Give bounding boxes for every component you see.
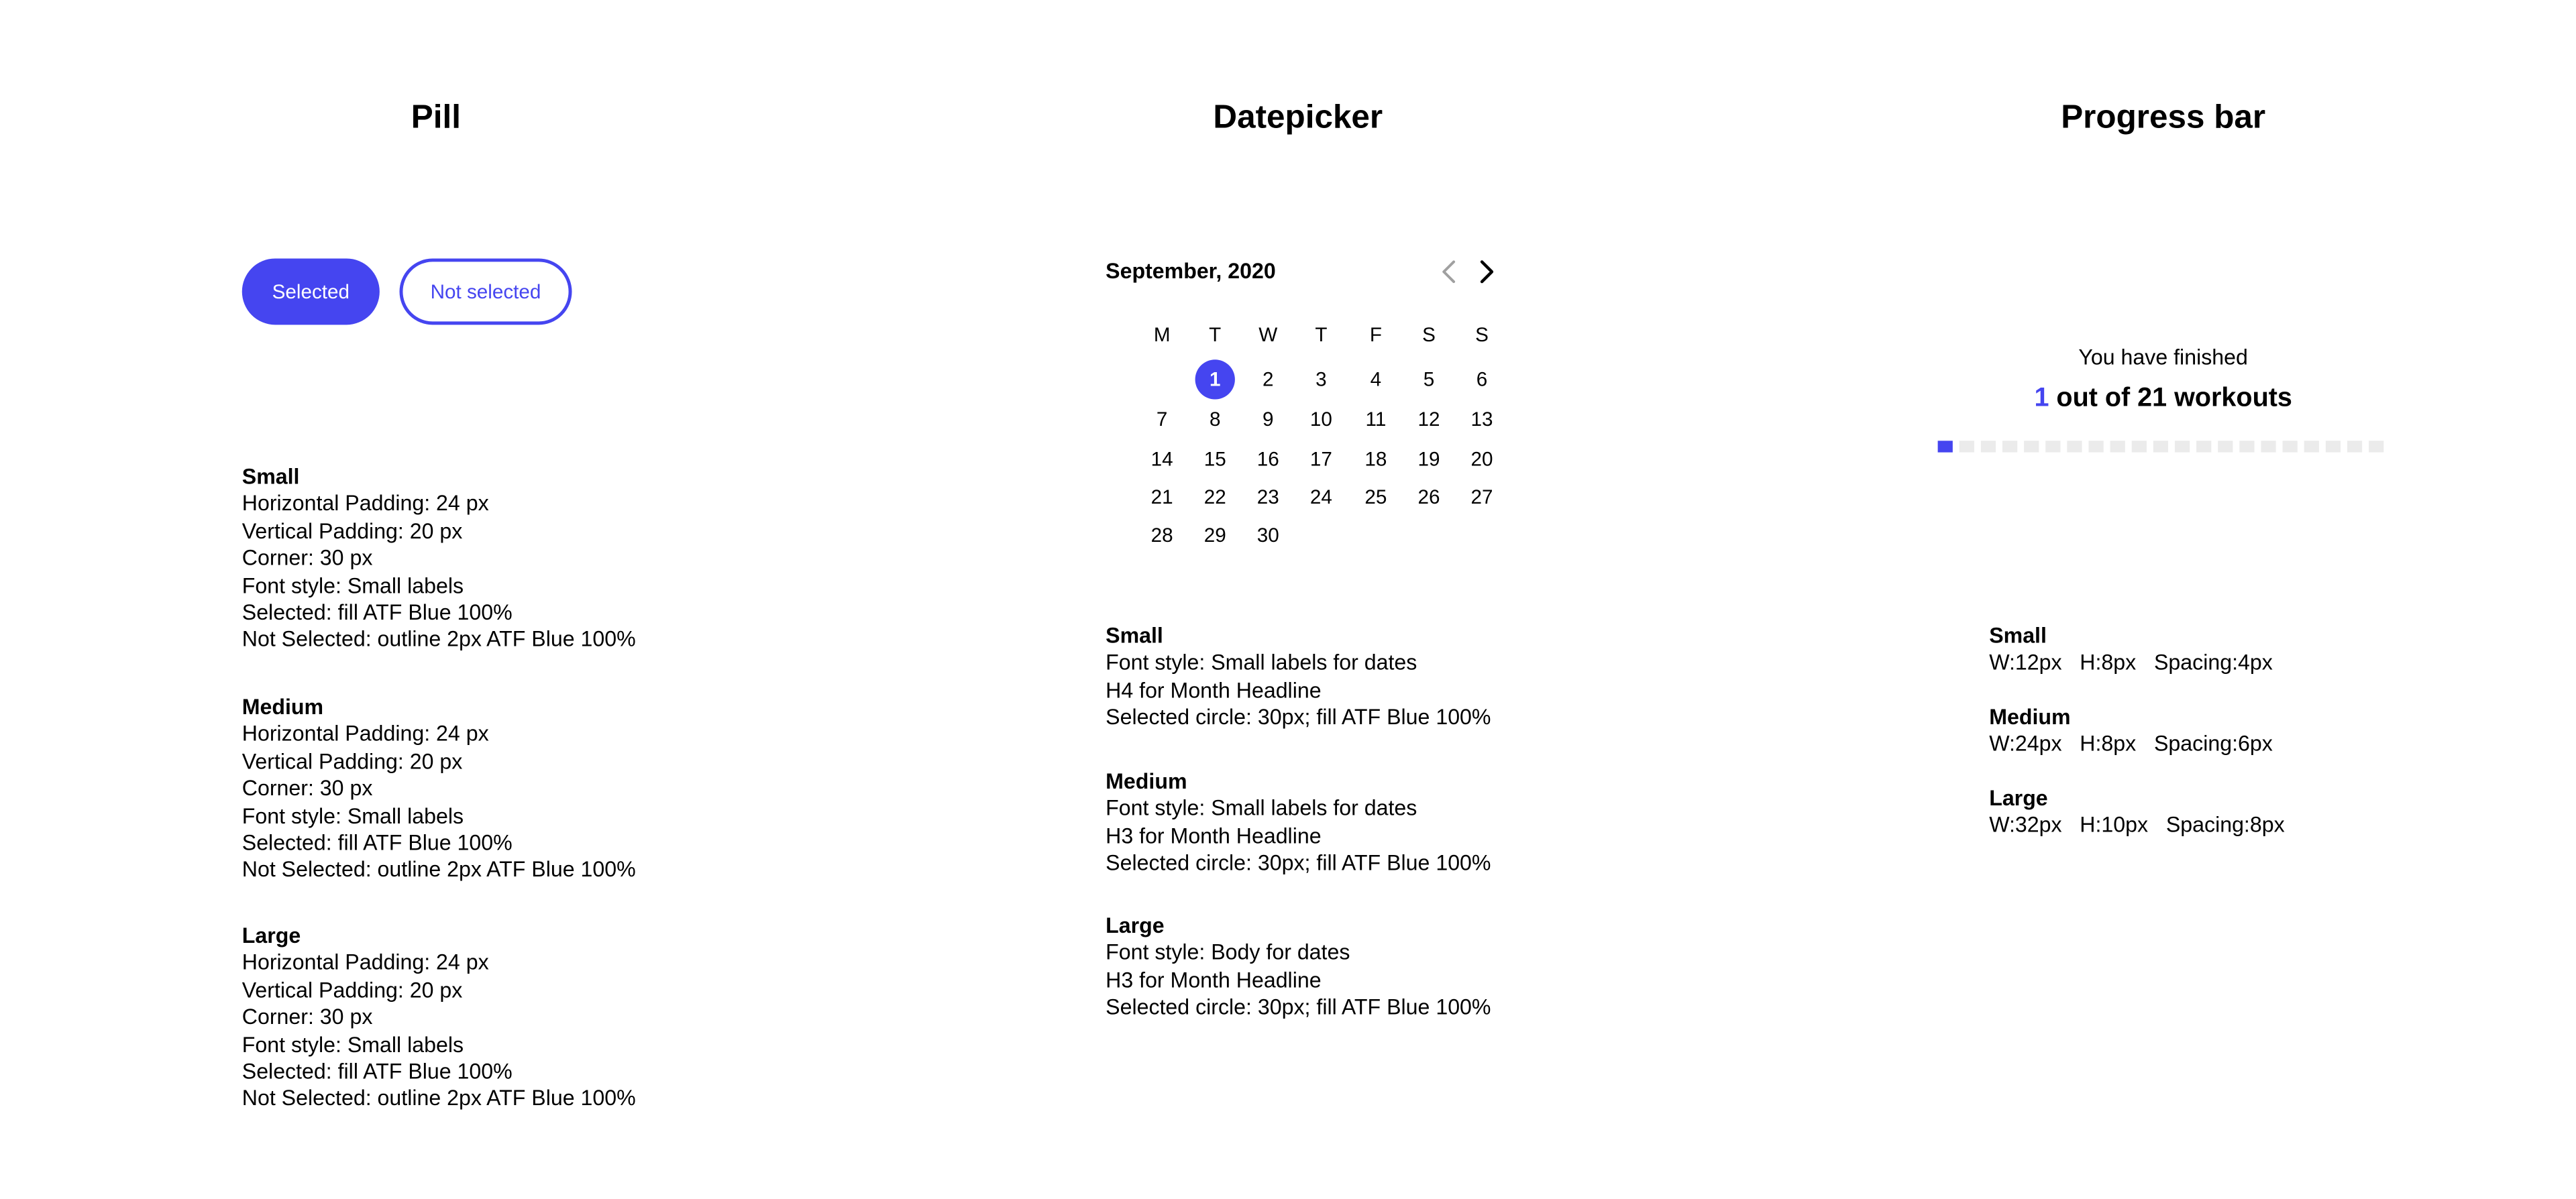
calendar-day[interactable]: 19 [1417,447,1440,471]
calendar-day[interactable]: 13 [1470,407,1493,431]
calendar-day[interactable]: 15 [1203,447,1226,471]
calendar-day[interactable]: 11 [1365,407,1387,431]
calendar-day[interactable]: 30 [1256,523,1279,547]
spec-line: Selected: fill ATF Blue 100% [241,1059,513,1084]
progress-segment [2283,441,2298,452]
spec-line: Font style: Small labels [241,573,464,598]
spec-line: Horizontal Padding: 24 px [241,950,489,975]
progress-segment [2024,441,2039,452]
progress-segment [2304,441,2319,452]
month-title: September, 2020 [1106,258,1276,284]
spec-line: Vertical Padding: 20 px [241,748,463,774]
progress-segment [2067,441,2082,452]
spec-line: Corner: 30 px [241,1004,373,1030]
spec-line: Selected: fill ATF Blue 100% [241,600,513,625]
spec-line: Vertical Padding: 20 px [241,977,463,1003]
spec-heading: Medium [1989,704,2071,730]
calendar-day[interactable]: 27 [1470,486,1493,509]
calendar-day[interactable]: 20 [1470,447,1493,471]
progress-segment [2326,441,2341,452]
spec-line: Horizontal Padding: 24 px [241,491,489,516]
calendar-day[interactable]: 18 [1364,447,1387,471]
spec-line: Font style: Small labels for dates [1106,796,1417,821]
progress-section-title: Progress bar [2061,99,2266,136]
spec-block [1989,704,2273,758]
weekday-label: T [1209,323,1222,347]
calendar-day[interactable]: 23 [1256,486,1279,509]
progress-count [2034,384,2292,414]
spec-line: Vertical Padding: 20 px [241,518,463,544]
spec-line: Selected circle: 30px; fill ATF Blue 100% [1106,850,1491,876]
calendar-day[interactable]: 28 [1150,523,1173,547]
next-month-button[interactable] [1472,257,1501,286]
datepicker-section-title: Datepicker [1213,99,1383,136]
spec-heading: Large [241,923,301,948]
spec-line: Corner: 30 px [241,775,373,801]
spec-line: Font style: Small labels for dates [1106,650,1417,675]
calendar-day[interactable]: 21 [1150,486,1173,509]
spec-line: Selected circle: 30px; fill ATF Blue 100% [1106,704,1491,730]
pill-selected[interactable]: Selected [242,258,380,325]
spec-line: Font style: Small labels [241,1031,464,1057]
progress-segment [2175,441,2190,452]
spec-line: Horizontal Padding: 24 px [241,721,489,746]
chevron-left-icon [1436,257,1465,286]
spec-heading: Large [1106,913,1165,938]
calendar-day[interactable]: 29 [1203,523,1226,547]
spec-block [1989,623,2273,677]
calendar-day[interactable]: 17 [1309,447,1332,471]
calendar-day[interactable]: 26 [1417,486,1440,509]
spec-heading: Small [241,463,300,489]
spec-block [242,464,636,654]
spec-block [242,694,636,884]
weekday-label: W [1258,323,1278,347]
calendar-day[interactable]: 7 [1156,407,1168,431]
weekday-label: S [1475,323,1489,347]
spec-line: H3 for Month Headline [1106,967,1322,992]
spec-heading: Medium [241,694,324,720]
weekday-label: F [1369,323,1383,347]
calendar-day[interactable]: 16 [1256,447,1279,471]
spec-line: Not Selected: outline 2px ATF Blue 100% [241,627,636,652]
progress-segment [2002,441,2017,452]
spec-block [1106,769,1491,878]
progress-segment [1981,441,1996,452]
progress-label: You have finished [2078,344,2248,370]
spec-values: W:24px H:8px Spacing:6px [1989,731,2273,756]
calendar-day[interactable]: 22 [1203,486,1226,509]
progress-segment [2196,441,2211,452]
calendar-day[interactable]: 25 [1364,486,1387,509]
spec-heading: Medium [1106,768,1187,794]
spec-block [1989,785,2284,840]
calendar-day[interactable]: 14 [1150,447,1173,471]
spec-line: H3 for Month Headline [1106,823,1322,848]
spec-values: W:32px H:10px Spacing:8px [1989,812,2285,838]
spec-line: Font style: Body for dates [1106,940,1350,966]
spec-block [1106,623,1491,732]
spec-heading: Large [1989,785,2048,811]
calendar-day[interactable]: 6 [1476,367,1488,392]
calendar-day[interactable]: 8 [1209,407,1221,431]
progress-segment [2110,441,2125,452]
spec-line: Font style: Small labels [241,803,464,828]
chevron-right-icon [1472,257,1501,286]
progress-count-number: 1 [2034,384,2049,413]
progress-segment [2218,441,2233,452]
progress-segment-complete [1938,441,1953,452]
weekday-label: M [1153,323,1171,347]
calendar-day[interactable]: 10 [1309,407,1332,431]
spec-heading: Small [1106,623,1163,648]
spec-values: W:12px H:8px Spacing:4px [1989,650,2273,675]
progress-segment [2088,441,2103,452]
spec-line: Selected: fill ATF Blue 100% [241,830,513,856]
weekday-label: S [1422,323,1436,347]
spec-heading: Small [1989,623,2047,648]
progress-segment [2261,441,2275,452]
calendar-day[interactable]: 24 [1309,486,1332,509]
spec-line: H4 for Month Headline [1106,677,1322,703]
spec-block [1106,913,1491,1022]
progress-segment [2132,441,2147,452]
spec-block [242,923,636,1113]
pill-section-title: Pill [411,99,461,136]
calendar-day[interactable]: 12 [1417,407,1440,431]
progress-segment [2347,441,2362,452]
pill-not-selected[interactable]: Not selected [400,258,572,325]
progress-segment [2369,441,2383,452]
spec-line: Not Selected: outline 2px ATF Blue 100% [241,857,636,882]
calendar-day[interactable]: 9 [1263,407,1274,431]
progress-segment [1960,441,1974,452]
prev-month-button[interactable] [1436,257,1465,286]
spec-line: Corner: 30 px [241,545,373,571]
calendar-day[interactable]: 5 [1423,367,1435,392]
progress-count-suffix: out of 21 workouts [2049,384,2292,413]
weekday-label: T [1315,323,1328,347]
spec-line: Selected circle: 30px; fill ATF Blue 100% [1106,994,1491,1020]
selected-day[interactable]: 1 [1195,359,1235,399]
progress-segment [2045,441,2060,452]
calendar-day[interactable]: 3 [1316,367,1327,392]
progress-segment [2153,441,2168,452]
spec-line: Not Selected: outline 2px ATF Blue 100% [241,1086,636,1111]
calendar-day[interactable]: 2 [1263,367,1274,392]
progress-segment [2239,441,2254,452]
calendar-day[interactable]: 4 [1370,367,1382,392]
